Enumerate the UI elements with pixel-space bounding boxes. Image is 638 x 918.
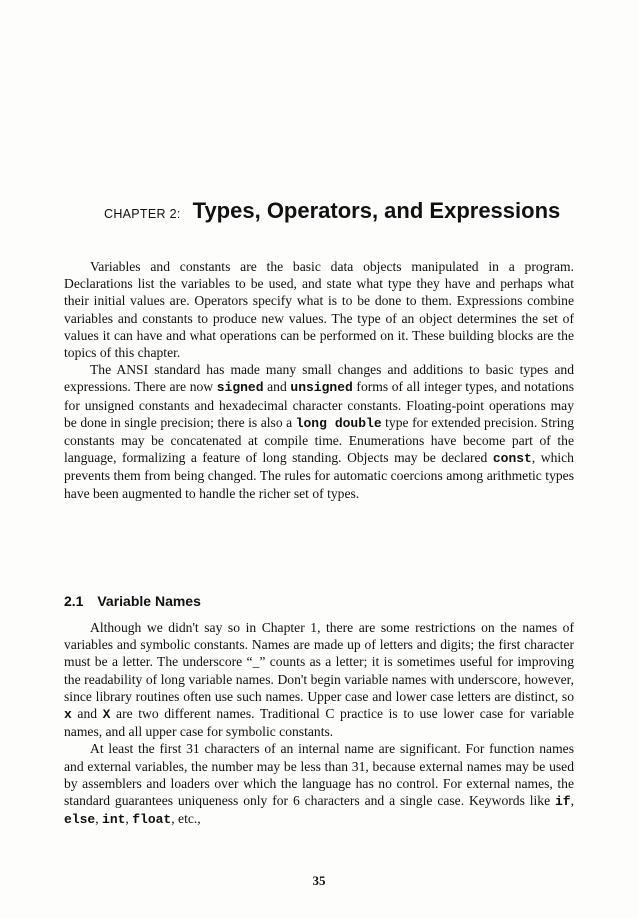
text-run: , [570, 793, 574, 809]
chapter-intro [64, 258, 574, 502]
text-run: , [95, 811, 103, 827]
text-run: forms of all integer types, and notations for unsigned constants and hexadecimal character constants. Floating-point operations may be done in single precision; there is also a [64, 379, 575, 430]
section-title: Variable Names [97, 593, 201, 609]
code-keyword-const: const [492, 451, 532, 467]
text-run: and [71, 706, 103, 722]
text-run: At least the first 31 characters of an internal name are significant. For function names and external variables, the number may be less than 31, because external names may be used by assemblers and loaders over which the language has no control. For external names, the standard guarantees uniqueness only for 6 characters and a single case. Keywords like [64, 741, 574, 809]
section-paragraph-2 [64, 740, 574, 828]
text-run: , [125, 811, 133, 827]
code-keyword-else: else [64, 812, 96, 828]
text-run: are two different names. Traditional C practice is to use lower case for variable names, and all upper case for symbolic constants. [64, 706, 574, 740]
chapter-title: Types, Operators, and Expressions [192, 198, 561, 223]
code-keyword-signed: signed [216, 380, 264, 396]
code-keyword-if: if [554, 794, 571, 810]
chapter-label: CHAPTER 2: [104, 207, 181, 221]
page-number: 35 [312, 873, 326, 888]
code-keyword-int: int [102, 812, 126, 828]
intro-paragraph-1: Variables and constants are the basic data objects manipulated in a program. Declarations list the variables to be used, and state what type they have and perhaps what their initial values are. Operators specify what is to be done to them. Expressions combine variables and constants to produce new values. The type of an object determines the set of values it can have and what operations can be performed on it. These building blocks are the topics of this chapter. [64, 259, 574, 361]
code-identifier-X: X [102, 707, 111, 723]
code-keyword-float: float [132, 812, 172, 828]
section-body [64, 619, 574, 828]
chapter-heading [104, 198, 560, 224]
text-run: , etc., [171, 811, 201, 827]
text-run: , which prevents them from being changed. The rules for automatic coercions among arithmetic types have been augmented to handle the richer set of types. [64, 450, 574, 501]
code-keyword-unsigned: unsigned [290, 380, 353, 396]
intro-paragraph-2 [64, 361, 574, 502]
code-keyword-long-double: long double [295, 415, 382, 431]
text-run: type for extended precision. String constants may be concatenated at compile time. Enumerations have become part of the language, formalizing a feature of long standing. Objects may be declared [64, 414, 574, 466]
section-heading [64, 593, 201, 609]
text-run: The ANSI standard has made many small changes and additions to basic types and expressions. There are now [64, 362, 574, 395]
text-run: Although we didn't say so in Chapter 1, there are some restrictions on the names of variables and symbolic constants. Names are made up of letters and digits; the first character must be a letter. The underscore “_” counts as a letter; it is sometimes useful for improving the readability of long variable names. Don't begin variable names with underscore, however, since library routines often use such names. Upper case and lower case letters are distinct, so [64, 620, 574, 704]
section-number: 2.1 [64, 593, 84, 609]
text-run: and [263, 379, 291, 395]
code-identifier-x: x [64, 707, 72, 723]
section-paragraph-1 [64, 619, 574, 740]
